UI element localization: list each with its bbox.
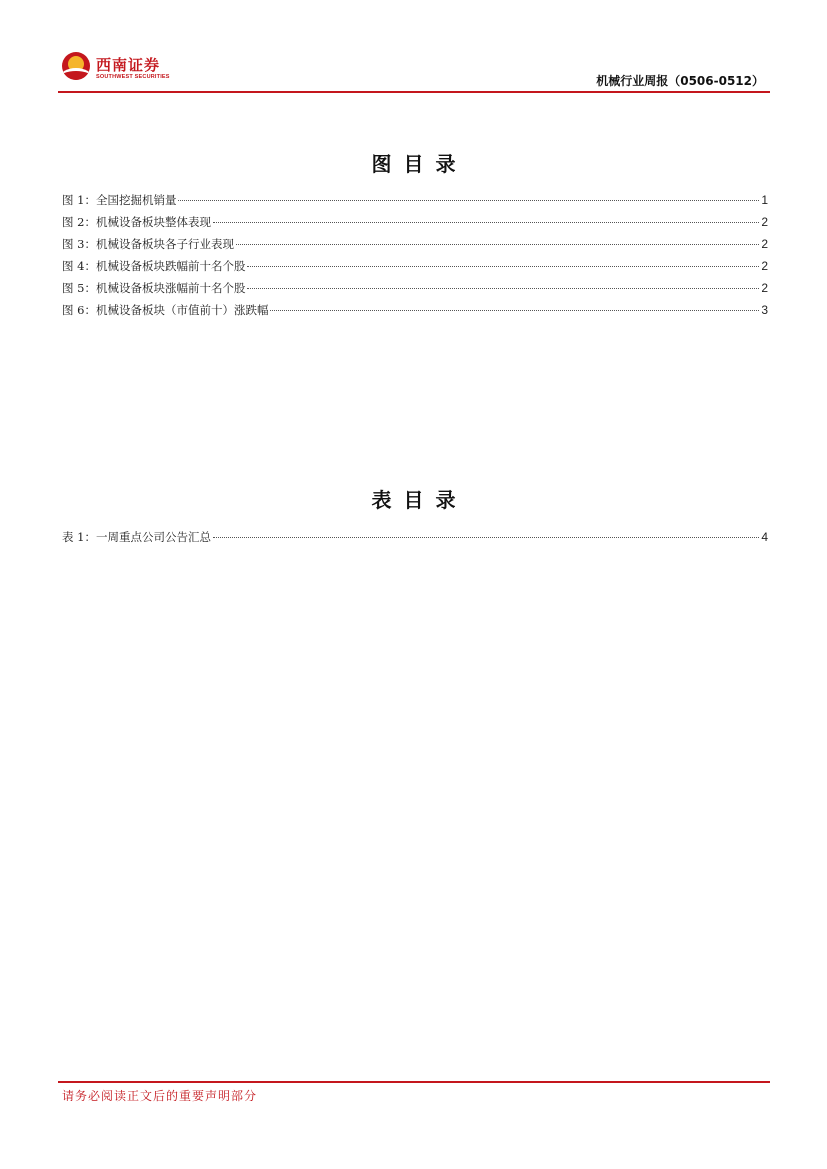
dot-leader [178, 199, 759, 201]
toc-entry-figure-1[interactable] [62, 192, 768, 214]
tables-toc-list [62, 529, 768, 551]
logo-chinese-name: 西南证券 [96, 56, 161, 74]
header-divider [58, 91, 770, 93]
toc-entry-page: 2 [761, 215, 768, 229]
dot-leader [247, 287, 759, 289]
company-logo [62, 50, 172, 84]
toc-entry-label: 图 1：全国挖掘机销量 [62, 193, 177, 207]
toc-entry-page: 1 [761, 193, 768, 207]
logo-english-name: SOUTHWEST SECURITIES [96, 74, 170, 80]
page-header [58, 46, 770, 92]
toc-entry-label: 图 4：机械设备板块跌幅前十名个股 [62, 259, 246, 273]
toc-entry-page: 2 [761, 259, 768, 273]
footer-disclaimer: 请务必阅读正文后的重要声明部分 [62, 1089, 258, 1103]
footer-divider [58, 1081, 770, 1083]
toc-entry-figure-4[interactable] [62, 258, 768, 280]
dot-leader [247, 265, 759, 267]
tables-toc-title: 表目录 [371, 488, 468, 512]
toc-entry-page: 4 [761, 530, 768, 544]
toc-entry-page: 2 [761, 237, 768, 251]
figures-toc-title: 图目录 [371, 152, 468, 176]
toc-entry-label: 图 3：机械设备板块各子行业表现 [62, 237, 234, 251]
toc-entry-label: 图 5：机械设备板块涨幅前十名个股 [62, 281, 246, 295]
toc-entry-figure-3[interactable] [62, 236, 768, 258]
toc-entry-figure-6[interactable] [62, 302, 768, 324]
report-title: 机械行业周报（0506-0512） [596, 74, 764, 88]
toc-entry-figure-2[interactable] [62, 214, 768, 236]
toc-entry-page: 2 [761, 281, 768, 295]
toc-entry-label: 图 2：机械设备板块整体表现 [62, 215, 211, 229]
dot-leader [213, 221, 759, 223]
sun-logo-icon [62, 52, 90, 80]
dot-leader [270, 309, 759, 311]
dot-leader [236, 243, 759, 245]
toc-entry-table-1[interactable] [62, 529, 768, 551]
toc-entry-label: 表 1：一周重点公司公告汇总 [62, 530, 211, 544]
toc-entry-figure-5[interactable] [62, 280, 768, 302]
toc-entry-label: 图 6：机械设备板块（市值前十）涨跌幅 [62, 303, 269, 317]
dot-leader [213, 536, 759, 538]
figures-toc-list [62, 192, 768, 324]
toc-entry-page: 3 [761, 303, 768, 317]
